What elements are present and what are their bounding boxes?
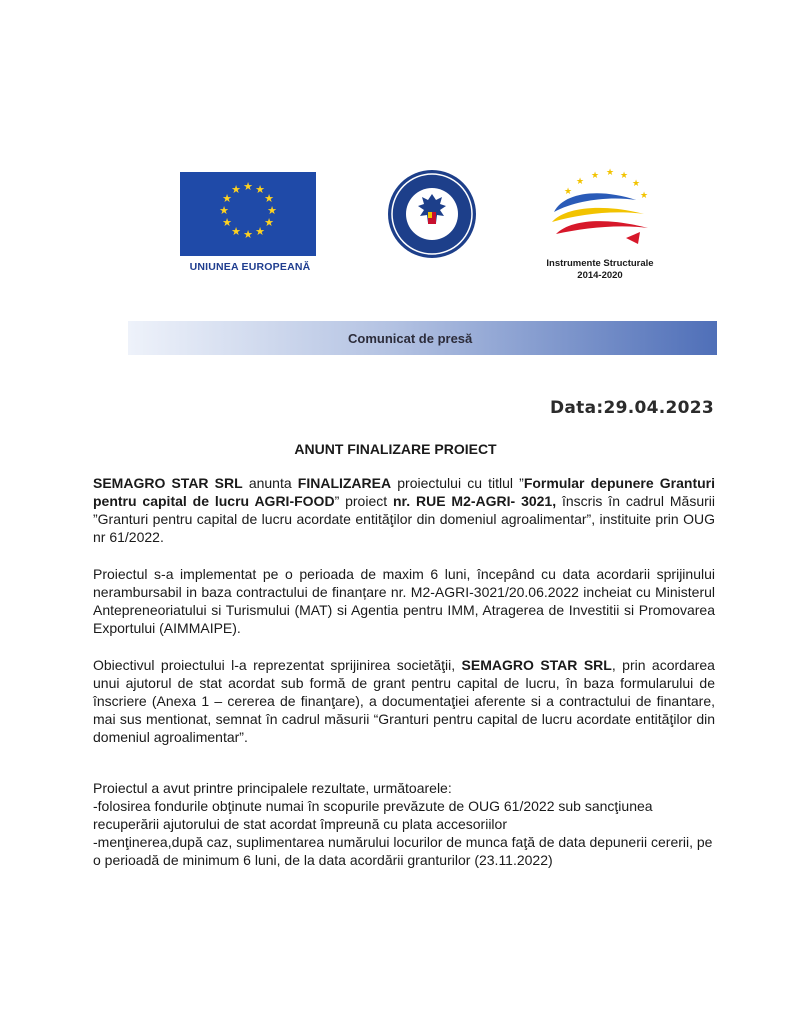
- svg-text:★: ★: [619, 170, 629, 180]
- page-title: ANUNT FINALIZARE PROIECT: [294, 441, 497, 457]
- text-span: Obiectivul proiectului l-a reprezentat sprijinirea societăţii,: [93, 657, 462, 673]
- romanian-government-seal-logo: [386, 168, 478, 260]
- finalizarea-text: FINALIZAREA: [297, 475, 392, 491]
- paragraph-implementation: [93, 565, 715, 637]
- svg-text:★: ★: [267, 205, 277, 217]
- company-name: SEMAGRO STAR SRL: [93, 475, 243, 491]
- paragraph-results: [93, 779, 715, 869]
- text-span: de stat acordat sub formă de grant pentru capital de lucru, în baza formularului de înscriere (Anexa 1 – cererea de finanţare), a documentaţiei aferente si a contractului de finantare, mai sus mentionat, semnat în cadrul măsurii “Granturi pentru capital de lucru acordate entităţilor din domeniul agroalimentar”.: [93, 675, 715, 745]
- svg-text:★: ★: [264, 217, 274, 229]
- text-span: ” proiect: [334, 493, 393, 509]
- eu-flag-logo: [180, 172, 316, 256]
- project-number: nr. RUE M2-AGRI- 3021,: [393, 493, 557, 509]
- svg-text:★: ★: [243, 229, 253, 241]
- text-span: cu Ministerul Antepreneoriatului si Turismului (MAT) si Agentia pentru IMM, Atragerea de Investitii si Promovarea Exportului (AIMMAIPE).: [93, 584, 716, 636]
- is-label-line1: Instrumente Structurale: [546, 258, 654, 269]
- text-span: înscris în cadrul Măsurii ”Granturi pentru capital de lucru acordate entităţilor din domeniul agroalimentar”, instituite prin OUG nr 61/2022.: [93, 493, 715, 545]
- svg-text:★: ★: [605, 167, 615, 177]
- press-release-banner: [128, 321, 717, 355]
- svg-text:★: ★: [231, 226, 241, 238]
- project-title: Formular depunere Granturi pentru capital de lucru AGRI-FOOD: [93, 475, 715, 509]
- svg-text:★: ★: [264, 193, 274, 205]
- svg-text:★: ★: [222, 193, 232, 205]
- company-name: SEMAGRO STAR SRL: [461, 657, 612, 673]
- results-item-2: -menţinerea,după caz, suplimentarea numărului locurilor de munca faţă de data depunerii cererii, pe o perioadă de minimum 6 luni, de la data acordării granturilor (23.11.2022): [93, 834, 713, 868]
- text-span: Proiectul s-a implementat pe o perioada de maxim 6 luni, începând cu data acordarii sprijinului nerambursabil in baza contractului de finanțare nr. M2-AGRI-3021/20.06.2022: [93, 566, 715, 600]
- instrumente-structurale-logo: [540, 166, 660, 256]
- paragraph-objective: [93, 656, 715, 746]
- banner-text: Comunicat de presă: [348, 330, 473, 346]
- text-span: incheiat: [583, 584, 632, 600]
- svg-text:★: ★: [243, 181, 253, 193]
- text-span: ajutorul: [125, 675, 172, 691]
- svg-text:★: ★: [255, 184, 265, 196]
- text-span: anunta: [242, 475, 298, 491]
- svg-text:★: ★: [255, 226, 265, 238]
- text-span: proiectului cu titlul ”: [391, 475, 524, 491]
- results-intro: Proiectul a avut printre principalele rezultate, următoarele:: [93, 780, 452, 796]
- svg-text:★: ★: [639, 190, 649, 200]
- instrumente-structurale-label: [520, 258, 680, 282]
- text-span: , prin acordarea unui: [93, 657, 715, 691]
- svg-text:★: ★: [222, 217, 232, 229]
- eu-label: UNIUNEA EUROPEANĂ: [189, 261, 311, 273]
- document-date: Data:29.04.2023: [549, 398, 714, 418]
- results-item-1: -folosirea fondurile obţinute numai în scopurile prevăzute de OUG 61/2022 sub sancţiunea recuperării ajutorului de stat acordat împreună cu plata accesoriilor: [93, 798, 653, 832]
- svg-text:★: ★: [575, 176, 585, 186]
- svg-text:★: ★: [631, 178, 641, 188]
- logo-row: [0, 167, 791, 292]
- svg-text:★: ★: [219, 205, 229, 217]
- is-label-line2: 2014-2020: [577, 270, 623, 281]
- paragraph-announcement: [93, 474, 715, 546]
- svg-text:★: ★: [590, 170, 600, 180]
- svg-text:★: ★: [231, 184, 241, 196]
- svg-text:★: ★: [563, 186, 573, 196]
